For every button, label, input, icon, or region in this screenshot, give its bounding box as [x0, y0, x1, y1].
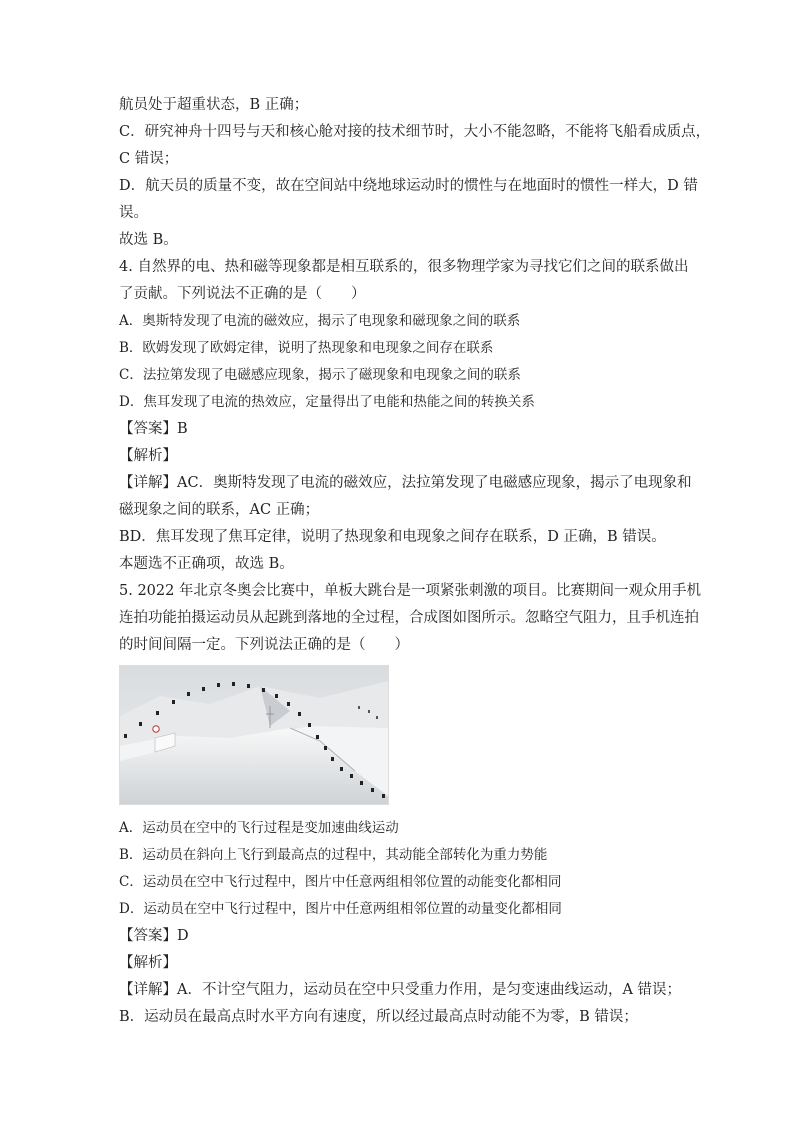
- detail-line: BD．焦耳发现了焦耳定律，说明了热现象和电现象之间存在联系，D 正确，B 错误。: [119, 529, 666, 545]
- question-5-stem: 连拍功能拍摄运动员从起跳到落地的全过程，合成图如图所示。忽略空气阻力，且手机连拍: [119, 610, 699, 626]
- question-4-stem: 了贡献。下列说法不正确的是（ ）: [119, 286, 366, 302]
- analysis-label: 【解析】: [119, 448, 177, 464]
- option-a: A．奥斯特发现了电流的磁效应，揭示了电现象和磁现象之间的联系: [119, 313, 521, 329]
- answer-label: 【答案】B: [119, 421, 188, 437]
- detail-line: 【详解】A．不计空气阻力，运动员在空中只受重力作用，是匀变速曲线运动，A 错误；: [119, 982, 682, 998]
- analysis-label: 【解析】: [119, 955, 177, 971]
- text-line: 误。: [119, 205, 148, 221]
- question-5-stem: 5. 2022 年北京冬奥会比赛中，单板大跳台是一项紧张刺激的项目。比赛期间一观众用手机: [119, 583, 701, 599]
- option-d: D．焦耳发现了电流的热效应，定量得出了电能和热能之间的转换关系: [119, 394, 535, 410]
- answer-label: 【答案】D: [119, 928, 189, 944]
- detail-line: 本题选不正确项，故选 B。: [119, 556, 294, 572]
- text-line: 航员处于超重状态，B 正确；: [119, 97, 309, 113]
- question-4-stem: 4. 自然界的电、热和磁等现象都是相互联系的，很多物理学家为寻找它们之间的联系做出: [119, 259, 689, 275]
- question-5-stem: 的时间间隔一定。下列说法正确的是（ ）: [119, 637, 409, 653]
- text-line: 故选 B。: [119, 232, 178, 248]
- option-c: C．运动员在空中飞行过程中，图片中任意两组相邻位置的动能变化都相同: [119, 874, 562, 890]
- option-d: D．运动员在空中飞行过程中，图片中任意两组相邻位置的动量变化都相同: [119, 901, 562, 917]
- option-b: B．欧姆发现了欧姆定律，说明了热现象和电现象之间存在联系: [119, 340, 494, 356]
- option-c: C．法拉第发现了电磁感应现象，揭示了磁现象和电现象之间的联系: [119, 367, 521, 383]
- detail-line: 【详解】AC．奥斯特发现了电流的磁效应，法拉第发现了电磁感应现象，揭示了电现象和: [119, 475, 692, 491]
- snowboard-jump-photo: [119, 665, 389, 805]
- text-line: C 错误；: [119, 151, 179, 167]
- option-a: A．运动员在空中的飞行过程是变加速曲线运动: [119, 820, 399, 836]
- text-line: C．研究神舟十四号与天和核心舱对接的技术细节时，大小不能忽略，不能将飞船看成质点，: [119, 124, 711, 140]
- text-line: D．航天员的质量不变，故在空间站中绕地球运动时的惯性与在地面时的惯性一样大，D 错: [119, 178, 698, 194]
- document-page: [119, 92, 711, 1031]
- option-b: B．运动员在斜向上飞行到最高点的过程中，其动能全部转化为重力势能: [119, 847, 548, 863]
- detail-line: 磁现象之间的联系，AC 正确；: [119, 502, 320, 518]
- snowboard-jump-photo-drawing: [120, 666, 388, 804]
- detail-line: B．运动员在最高点时水平方向有速度，所以经过最高点时动能不为零，B 错误；: [119, 1009, 638, 1025]
